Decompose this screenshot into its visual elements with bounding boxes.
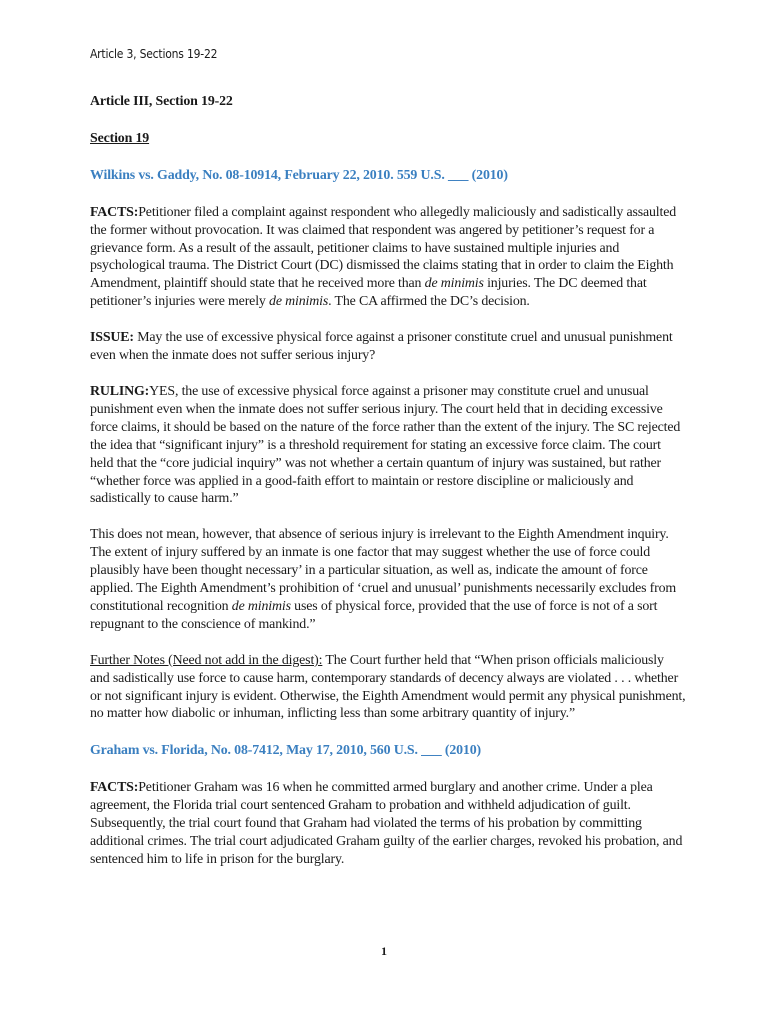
further-notes-label: Further Notes (Need not add in the digest):: [90, 652, 323, 668]
facts-emphasis: de minimis: [269, 294, 329, 310]
ruling-label: RULING:: [90, 383, 150, 399]
facts-text: Petitioner Graham was 16 when he committed armed burglary and another crime. Under a plea agreement, the Florida trial court sentenced Graham to probation and withheld adjudication of guilt. Subsequently, the trial court found that Graham had violated the terms of his probation by committing additional crimes. The trial court adjudicated Graham guilty of the earlier charges, revoked his probation, and sentenced him to life in prison for the burglary.: [90, 780, 683, 867]
facts-text: . The CA affirmed the DC’s decision.: [328, 294, 530, 310]
case-heading-wilkins: Wilkins vs. Gaddy, No. 08-10914, February 22, 2010. 559 U.S. ___ (2010): [90, 167, 508, 183]
facts-emphasis: de minimis: [424, 276, 484, 292]
issue-paragraph: [90, 329, 686, 365]
further-notes-paragraph: [90, 652, 686, 724]
section-heading: Section 19: [90, 130, 150, 146]
facts-text: injuries. The DC deemed that petitioner’s injuries were merely: [90, 276, 647, 310]
document-title: Article III, Section 19-22: [90, 94, 233, 109]
facts-label: FACTS:: [90, 204, 139, 220]
issue-label: ISSUE:: [90, 330, 134, 346]
document-body: [90, 93, 686, 869]
continuation-text: This does not mean, however, that absence of serious injury is irrelevant to the Eighth Amendment inquiry. The extent of injury suffered by an inmate is one factor that may suggest whether the use of force could plausibly have been thought necessary’ in a particular situation, as well as, indicate the amount of force applied. The Eighth Amendment’s prohibition of ‘cruel and unusual’ punishments necessarily excludes from constitutional recognition: [90, 527, 677, 614]
continuation-emphasis: de minimis: [231, 598, 291, 614]
facts-paragraph: [90, 779, 686, 869]
facts-paragraph: [90, 204, 686, 311]
running-header: Article 3, Sections 19-22: [90, 47, 218, 61]
issue-text: May the use of excessive physical force against a prisoner constitute cruel and unusual punishment even when the inmate does not suffer serious injury?: [90, 330, 673, 364]
ruling-paragraph: [90, 383, 686, 508]
further-notes-text: The Court further held that “When prison officials maliciously and sadistically use force to cause harm, contemporary standards of decency always are violated . . . whether or not significant injury is evident. Otherwise, the Eighth Amendment would permit any physical punishment, no matter how diabolic or inhuman, inflicting less than some arbitrary quantity of injury.”: [90, 652, 686, 722]
facts-text: Petitioner filed a complaint against respondent who allegedly maliciously and sadistically assaulted the former without provocation. It was claimed that respondent was angered by petitioner’s request for a grievance form. As a result of the assault, petitioner claims to have sustained multiple injuries and psychological trauma. The District Court (DC) dismissed the claims stating that in order to claim the Eighth Amendment, plaintiff should state that he received more than: [90, 204, 677, 292]
ruling-text: YES, the use of excessive physical force against a prisoner may constitute cruel and unusual punishment even when the inmate does not suffer serious injury. The court held that in deciding excessive force claims, it should be based on the nature of the force rather than the extent of the injury. The SC rejected the idea that “significant injury” is a threshold requirement for stating an excessive force claim. The court held that the “core judicial inquiry” was not whether a certain quantum of injury was sustained, but rather “whether force was applied in a good-faith effort to maintain or restore discipline or maliciously and sadistically to cause harm.”: [90, 383, 681, 507]
page-number: 1: [381, 944, 387, 958]
case-heading-graham: Graham vs. Florida, No. 08-7412, May 17, 2010, 560 U.S. ___ (2010): [90, 743, 481, 759]
facts-label: FACTS:: [90, 780, 139, 796]
continuation-text: uses of physical force, provided that the use of force is not of a sort repugnant to the conscience of mankind.”: [90, 598, 658, 632]
ruling-continuation-paragraph: [90, 526, 686, 633]
